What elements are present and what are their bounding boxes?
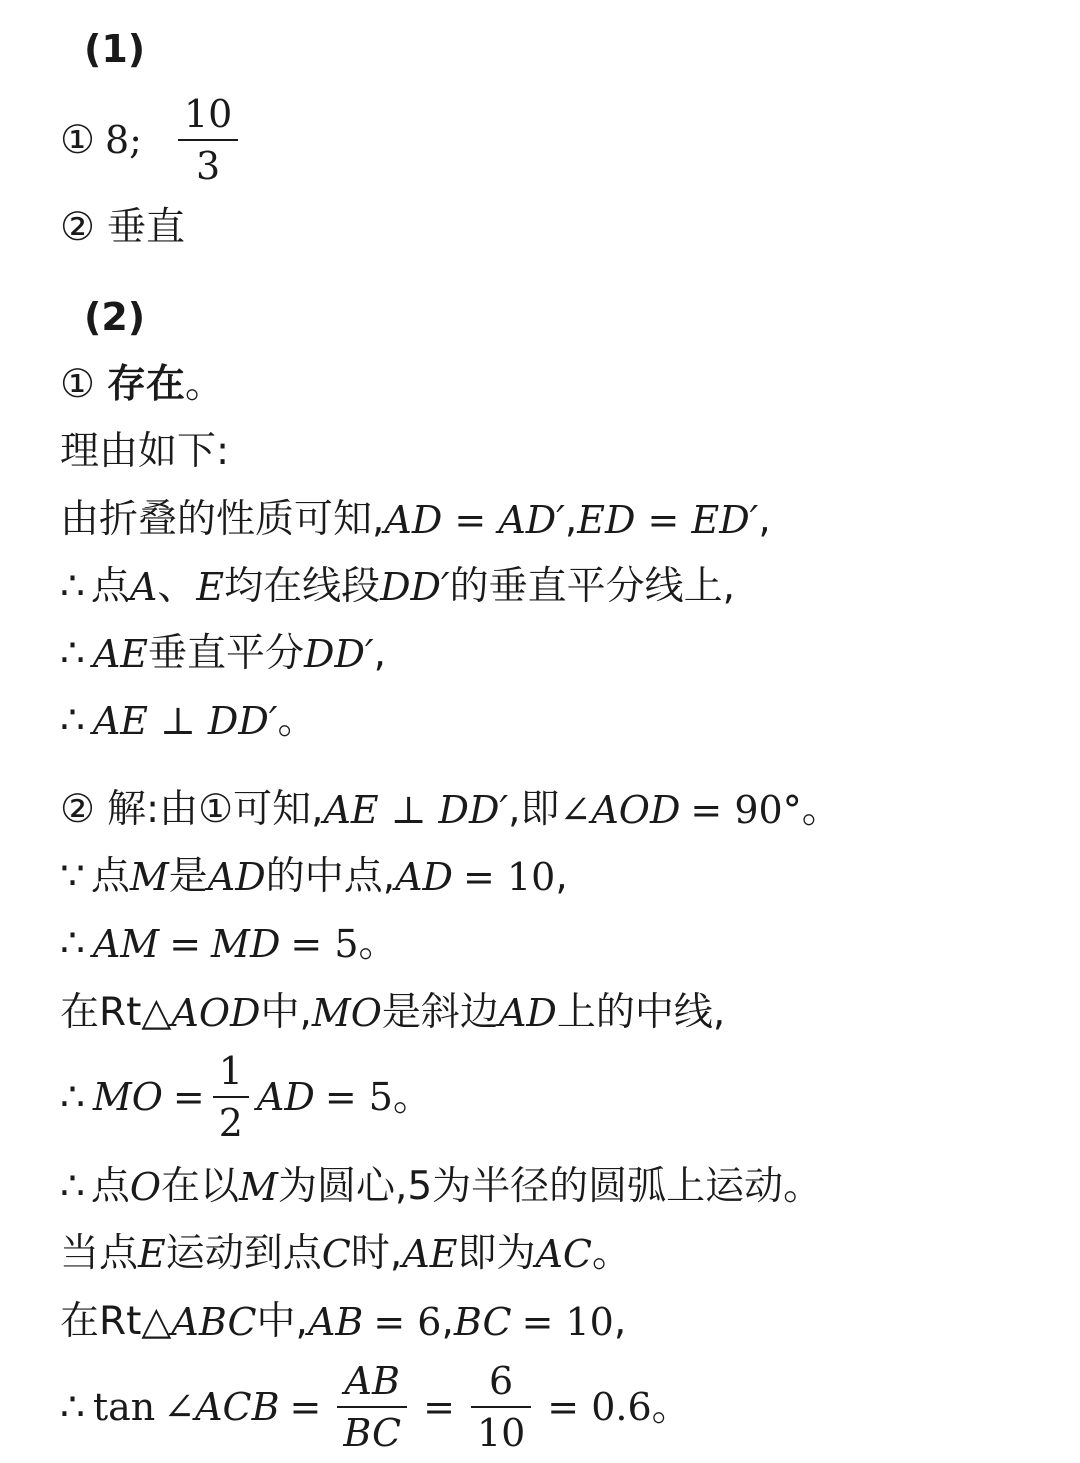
math-expr: = 5	[290, 921, 359, 966]
text: 中,	[260, 990, 312, 1035]
sub2-line3	[60, 921, 398, 966]
text: 的中点,	[265, 854, 396, 899]
math-var: M	[239, 1164, 278, 1209]
ratio-fraction	[337, 1359, 407, 1455]
equals-sign: =	[423, 1385, 455, 1429]
text: 点	[90, 564, 130, 609]
because-symbol: ∵	[60, 854, 85, 899]
math-var: MO	[92, 1075, 163, 1119]
math-var: AE	[92, 631, 149, 676]
math-var: AD	[207, 854, 266, 899]
fraction-denominator: 2	[218, 1101, 243, 1145]
sub2-line8	[60, 1299, 627, 1344]
value-fraction	[471, 1359, 531, 1455]
sub2-line9	[60, 1359, 691, 1455]
item-marker: ①	[60, 362, 95, 407]
math-var: DD′	[304, 631, 374, 676]
text: 即为	[457, 1231, 536, 1276]
punctuation: ,	[564, 497, 578, 542]
text: 在以	[161, 1164, 240, 1209]
answer-value: 8;	[104, 118, 142, 162]
math-expr: = 10	[463, 854, 556, 899]
therefore-symbol: ∴	[60, 1384, 85, 1430]
punctuation: 。	[651, 1384, 691, 1430]
math-expr: = 0.6	[547, 1385, 652, 1429]
item-marker: ②	[60, 205, 95, 250]
sub1-answer-line	[60, 362, 224, 407]
text: 点	[90, 1164, 130, 1209]
fraction-numerator: AB	[344, 1359, 400, 1403]
math-expr: = 6	[373, 1299, 442, 1344]
text: 为圆心,5为半径的圆弧上运动。	[277, 1164, 823, 1209]
math-var: O	[129, 1164, 161, 1209]
sub1-line3	[60, 631, 386, 676]
math-expr: AE ⊥ DD′	[92, 698, 278, 743]
half-fraction	[213, 1049, 249, 1145]
math-expr: = 5	[324, 1075, 393, 1119]
therefore-symbol: ∴	[60, 631, 85, 676]
text: 中,	[256, 1299, 308, 1344]
equals-sign: =	[172, 1075, 205, 1119]
fraction-numerator: 1	[218, 1049, 243, 1093]
fraction-denominator: 3	[196, 144, 221, 188]
punctuation: ,	[373, 631, 386, 676]
math-var: E	[138, 1231, 166, 1276]
sub2-line6	[60, 1164, 823, 1209]
fraction-denominator: 10	[476, 1411, 526, 1455]
math-expr: ∠ACB	[163, 1385, 280, 1429]
tan-function: tan	[92, 1385, 156, 1429]
math-var: AD	[395, 854, 454, 899]
math-var: ABC	[171, 1299, 257, 1344]
math-expr: AE ⊥ DD′	[323, 787, 509, 832]
text: 上的中线,	[556, 990, 726, 1035]
text: ,即	[508, 787, 560, 832]
equals-sign: =	[289, 1385, 322, 1429]
math-expr: ED = ED′	[577, 497, 759, 542]
math-var: A	[129, 564, 158, 609]
math-var: AD	[498, 990, 557, 1035]
sub1-line2	[60, 564, 736, 609]
math-var: DD′	[380, 564, 450, 609]
math-var: M	[129, 854, 169, 899]
fraction-numerator: 10	[183, 92, 233, 136]
sub1-line4	[60, 698, 317, 743]
answer-text: 垂直	[106, 205, 185, 250]
punctuation: 。	[358, 921, 398, 966]
math-var: AE	[402, 1231, 458, 1276]
therefore-symbol: ∴	[60, 1164, 85, 1209]
math-var: BC	[453, 1299, 512, 1344]
text: 在Rt△	[60, 1299, 172, 1344]
punctuation: ,	[441, 1299, 454, 1344]
math-var: C	[321, 1231, 351, 1276]
punctuation: ,	[555, 854, 568, 899]
therefore-symbol: ∴	[60, 921, 85, 966]
math-var: MD	[211, 921, 281, 966]
math-var: AM	[92, 921, 160, 966]
text: 时,	[350, 1231, 403, 1276]
math-var: AD	[256, 1075, 315, 1119]
math-expr: = 10	[521, 1299, 614, 1344]
text: 点	[90, 854, 130, 899]
math-var: AB	[307, 1299, 364, 1344]
punctuation: 。	[801, 787, 841, 832]
part1-item2	[60, 205, 185, 250]
punctuation: 。	[277, 698, 317, 743]
answer-fraction	[178, 92, 238, 188]
item-marker: ②	[60, 787, 95, 832]
math-var: AOD	[171, 990, 261, 1035]
part2-heading: (2)	[84, 295, 146, 339]
sub2-line4	[60, 990, 726, 1035]
math-var: AC	[535, 1231, 592, 1276]
sub2-line1	[60, 787, 841, 832]
text: 运动到点	[165, 1231, 322, 1276]
punctuation: ,	[613, 1299, 627, 1344]
equals-sign: =	[169, 921, 202, 966]
text: 的垂直平分线上,	[449, 564, 736, 609]
punctuation: 。	[592, 1231, 632, 1276]
sub2-line2	[60, 854, 568, 899]
answer-text: 存在	[106, 362, 185, 407]
text: 在Rt△	[60, 990, 172, 1035]
sub2-line5	[60, 1049, 432, 1145]
item-marker: ①	[60, 117, 95, 163]
therefore-symbol: ∴	[60, 698, 85, 743]
punctuation: 。	[184, 362, 224, 407]
text: 均在线段	[224, 564, 381, 609]
reason-intro: 理由如下:	[60, 429, 230, 474]
text: 解:由①可知,	[106, 787, 324, 832]
text: 垂直平分	[148, 631, 305, 676]
math-expr: AD = AD′	[384, 497, 565, 542]
fraction-denominator: BC	[343, 1411, 402, 1455]
text: 当点	[60, 1231, 139, 1276]
math-var: MO	[311, 990, 382, 1035]
math-expr: = 90°	[690, 787, 802, 832]
punctuation: ,	[758, 497, 771, 542]
text: 、	[157, 564, 197, 609]
punctuation: 。	[392, 1074, 432, 1120]
sub1-line1	[60, 497, 771, 542]
therefore-symbol: ∴	[60, 564, 85, 609]
part1-heading: (1)	[84, 27, 146, 71]
fraction-numerator: 6	[489, 1359, 514, 1403]
text: 由折叠的性质可知,	[60, 497, 385, 542]
text: 是斜边	[381, 990, 499, 1035]
therefore-symbol: ∴	[60, 1074, 85, 1120]
sub2-line7	[60, 1231, 632, 1276]
text: 是	[168, 854, 208, 899]
part1-item1	[60, 92, 246, 188]
math-var: E	[196, 564, 225, 609]
math-expr: ∠AOD	[559, 787, 681, 832]
